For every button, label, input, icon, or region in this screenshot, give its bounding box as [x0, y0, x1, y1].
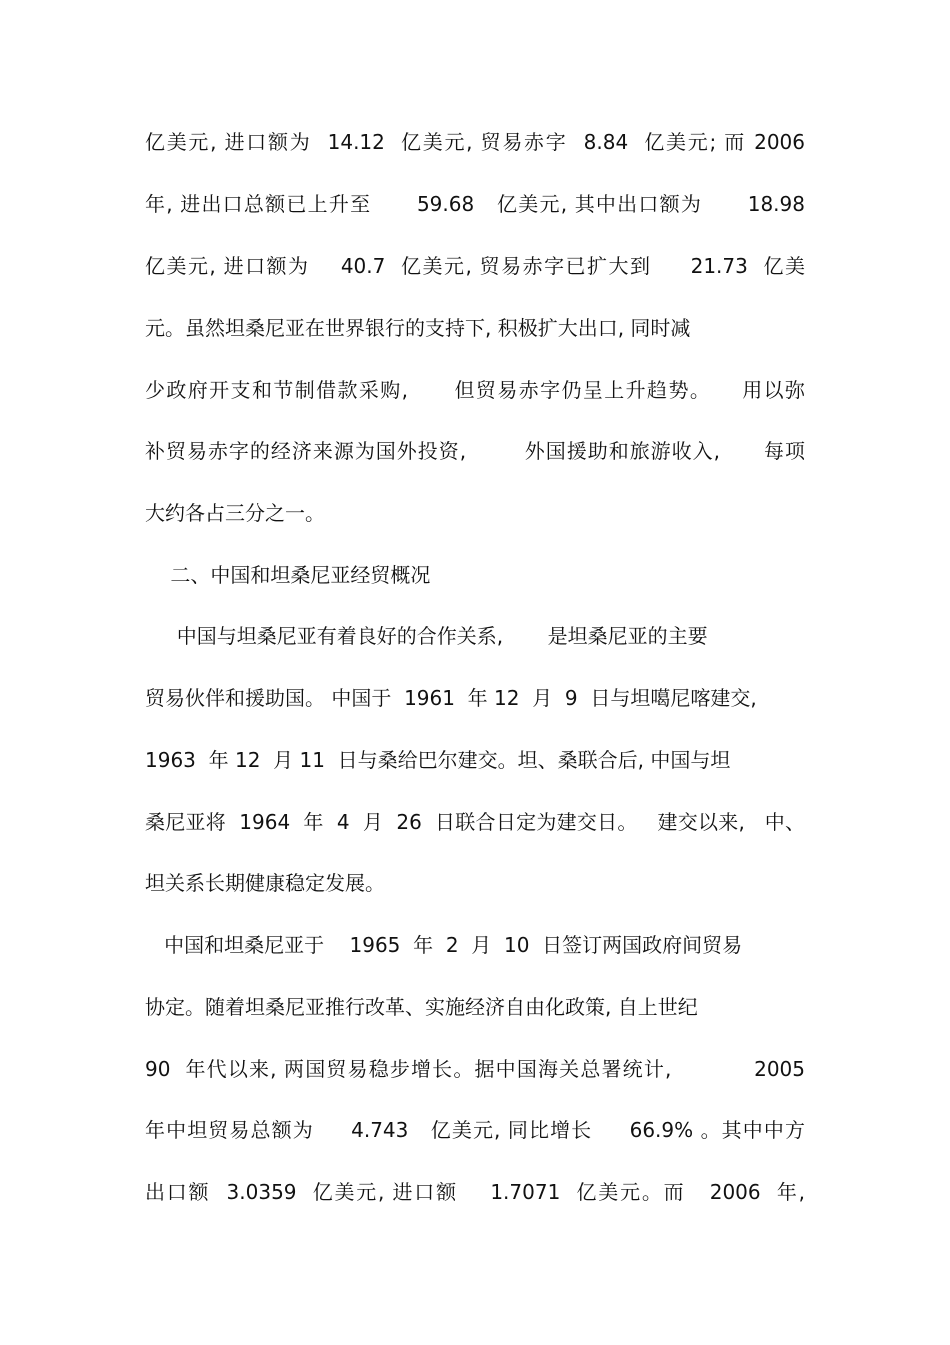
- text-line-6: 补贸易赤字的经济来源为国外投资, 外国援助和旅游收入, 每项: [145, 439, 805, 463]
- text-line-7: 大约各占三分之一。: [145, 501, 325, 525]
- text-line-16: 90 年代以来, 两国贸易稳步增长。据中国海关总署统计, 2005: [145, 1057, 805, 1081]
- text-line-3: 亿美元, 进口额为 40.7 亿美元, 贸易赤字已扩大到 21.73 亿美: [145, 254, 805, 278]
- text-line-9: 中国与坦桑尼亚有着良好的合作关系, 是坦桑尼亚的主要: [145, 624, 708, 648]
- section-heading: 二、中国和坦桑尼亚经贸概况: [145, 563, 431, 587]
- text-line-4: 元。虽然坦桑尼亚在世界银行的支持下, 积极扩大出口, 同时减: [145, 316, 691, 340]
- text-line-2: 年, 进出口总额已上升至 59.68 亿美元, 其中出口额为 18.98: [145, 192, 805, 216]
- text-line-12: 桑尼亚将 1964 年 4 月 26 日联合日定为建交日。 建交以来, 中、: [145, 810, 805, 834]
- text-line-18: 出口额 3.0359 亿美元, 进口额 1.7071 亿美元。而 2006 年,: [145, 1180, 805, 1204]
- text-line-1: 亿美元, 进口额为 14.12 亿美元, 贸易赤字 8.84 亿美元; 而 2006: [145, 130, 805, 154]
- text-line-15: 协定。随着坦桑尼亚推行改革、实施经济自由化政策, 自上世纪: [145, 995, 698, 1019]
- text-line-17: 年中坦贸易总额为 4.743 亿美元, 同比增长 66.9% 。其中中方: [145, 1118, 805, 1142]
- text-line-5: 少政府开支和节制借款采购, 但贸易赤字仍呈上升趋势。 用以弥: [145, 378, 805, 402]
- text-line-10: 贸易伙伴和援助国。 中国于 1961 年 12 月 9 日与坦噶尼喀建交,: [145, 686, 757, 710]
- text-line-14: 中国和坦桑尼亚于 1965 年 2 月 10 日签订两国政府间贸易: [145, 933, 743, 957]
- text-line-11: 1963 年 12 月 11 日与桑给巴尔建交。坦、桑联合后, 中国与坦: [145, 748, 731, 772]
- text-line-13: 坦关系长期健康稳定发展。: [145, 871, 385, 895]
